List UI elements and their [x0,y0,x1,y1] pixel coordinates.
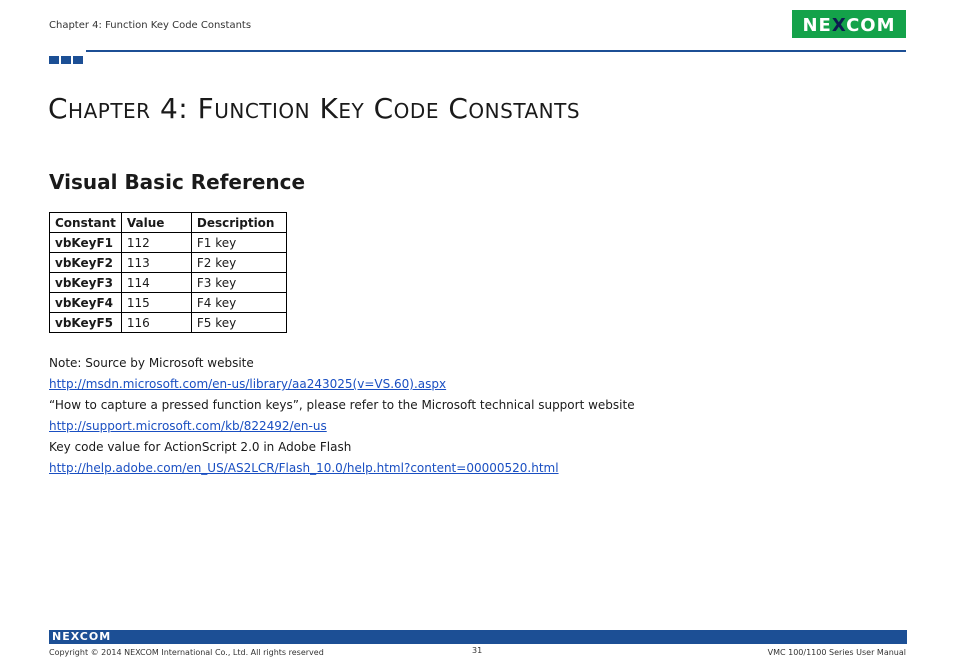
note-support: “How to capture a pressed function keys”, please refer to the Microsoft technical support website [49,398,635,412]
msdn-link[interactable]: http://msdn.microsoft.com/en-us/library/aa243025(v=VS.60).aspx [49,377,447,391]
header-rule [86,50,906,52]
page-number: 31 [472,646,483,655]
table-row [50,293,287,313]
cell-value: 114 [121,273,191,293]
header-chapter-label: Chapter 4: Function Key Code Constants [49,20,252,31]
cell-description: F1 key [191,233,286,253]
header-squares [49,49,85,57]
table-row [50,253,287,273]
nexcom-logo: NEXCOM [792,10,906,38]
cell-constant: vbKeyF4 [50,293,122,313]
section-title: Visual Basic Reference [49,170,306,194]
table-row [50,313,287,333]
cell-description: F5 key [191,313,286,333]
support-link[interactable]: http://support.microsoft.com/kb/822492/en-us [49,419,327,433]
cell-value: 116 [121,313,191,333]
footer-copyright: Copyright © 2014 NEXCOM International Co., Ltd. All rights reserved [49,648,324,657]
footer-manual-title: VMC 100/1100 Series User Manual [767,648,906,657]
note-source: Note: Source by Microsoft website [49,356,254,370]
cell-value: 115 [121,293,191,313]
notes-block [49,353,635,479]
footer-bar [49,630,907,644]
cell-value: 113 [121,253,191,273]
cell-description: F4 key [191,293,286,313]
key-code-table [49,212,287,333]
cell-description: F2 key [191,253,286,273]
cell-constant: vbKeyF2 [50,253,122,273]
header-value: Value [121,213,191,233]
footer-logo: NEXCOM [52,630,112,643]
cell-value: 112 [121,233,191,253]
table-row [50,273,287,293]
note-flash: Key code value for ActionScript 2.0 in Adobe Flash [49,440,352,454]
header-description: Description [191,213,286,233]
cell-constant: vbKeyF3 [50,273,122,293]
cell-description: F3 key [191,273,286,293]
cell-constant: vbKeyF1 [50,233,122,253]
table-row [50,233,287,253]
adobe-link[interactable]: http://help.adobe.com/en_US/AS2LCR/Flash_10.0/help.html?content=00000520.html [49,461,559,475]
header-constant: Constant [50,213,122,233]
table-header-row [50,213,287,233]
cell-constant: vbKeyF5 [50,313,122,333]
chapter-title: Chapter 4: Function Key Code Constants [48,92,581,125]
